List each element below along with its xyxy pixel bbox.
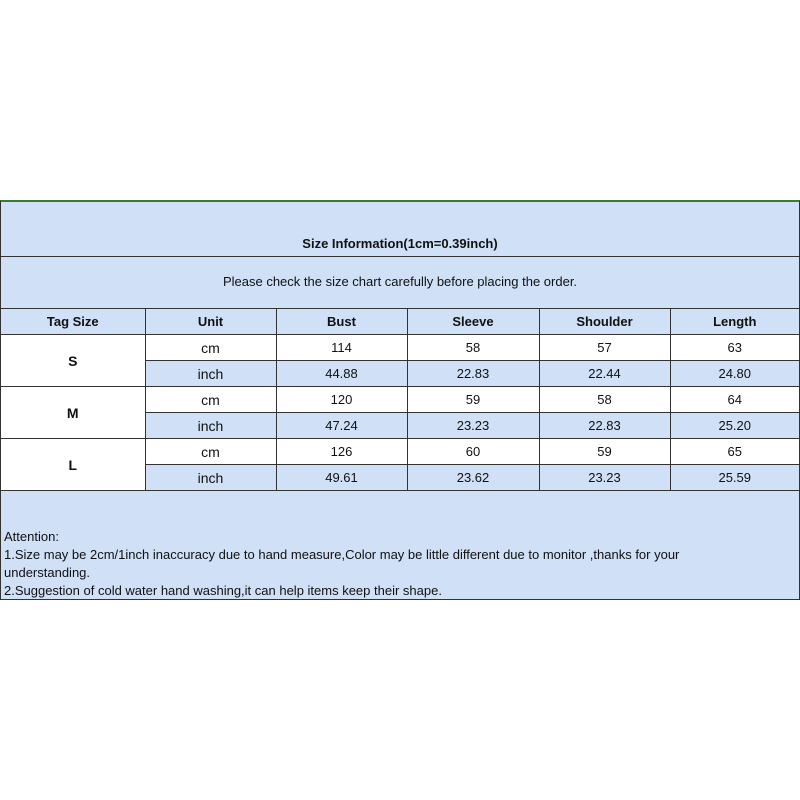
size-chart: [0, 200, 800, 600]
header-shoulder: Shoulder: [539, 309, 670, 335]
shoulder-cell: 23.23: [539, 465, 670, 491]
unit-cell: cm: [145, 335, 276, 361]
attention-note-1: 1.Size may be 2cm/1inch inaccuracy due to hand measure,Color may be little different due to monitor ,thanks for your: [4, 547, 680, 562]
attention-note-1-continued: understanding.: [4, 565, 91, 580]
notice-band: [1, 257, 799, 309]
header-length: Length: [670, 309, 799, 335]
shoulder-cell: 58: [539, 387, 670, 413]
bust-cell: 47.24: [276, 413, 407, 439]
tag-size-cell: S: [1, 335, 145, 387]
header-sleeve: Sleeve: [407, 309, 539, 335]
unit-cell: inch: [145, 465, 276, 491]
tag-size-cell: L: [1, 439, 145, 491]
table-row: [1, 387, 799, 413]
header-tag-size: Tag Size: [1, 309, 145, 335]
tag-size-cell: M: [1, 387, 145, 439]
sleeve-cell: 22.83: [407, 361, 539, 387]
sleeve-cell: 23.23: [407, 413, 539, 439]
unit-cell: cm: [145, 439, 276, 465]
unit-cell: inch: [145, 361, 276, 387]
attention-heading: Attention:: [4, 529, 59, 544]
sleeve-cell: 23.62: [407, 465, 539, 491]
shoulder-cell: 22.83: [539, 413, 670, 439]
length-cell: 24.80: [670, 361, 799, 387]
bust-cell: 49.61: [276, 465, 407, 491]
size-notice: Please check the size chart carefully before placing the order.: [222, 274, 578, 289]
shoulder-cell: 57: [539, 335, 670, 361]
chart-title: Size Information(1cm=0.39inch): [302, 236, 498, 251]
length-cell: 25.20: [670, 413, 799, 439]
length-cell: 65: [670, 439, 799, 465]
bust-cell: 114: [276, 335, 407, 361]
bust-cell: 44.88: [276, 361, 407, 387]
attention-notes: [4, 528, 784, 600]
unit-cell: cm: [145, 387, 276, 413]
bust-cell: 126: [276, 439, 407, 465]
unit-cell: inch: [145, 413, 276, 439]
header-bust: Bust: [276, 309, 407, 335]
attention-note-2: 2.Suggestion of cold water hand washing,it can help items keep their shape.: [4, 583, 442, 598]
sleeve-cell: 59: [407, 387, 539, 413]
table-row: [1, 335, 799, 361]
length-cell: 64: [670, 387, 799, 413]
table-row: [1, 439, 799, 465]
table-header-row: [1, 309, 799, 335]
length-cell: 25.59: [670, 465, 799, 491]
header-unit: Unit: [145, 309, 276, 335]
shoulder-cell: 22.44: [539, 361, 670, 387]
size-table: [1, 309, 799, 491]
length-cell: 63: [670, 335, 799, 361]
sleeve-cell: 58: [407, 335, 539, 361]
sleeve-cell: 60: [407, 439, 539, 465]
shoulder-cell: 59: [539, 439, 670, 465]
bust-cell: 120: [276, 387, 407, 413]
title-band: [1, 202, 799, 257]
